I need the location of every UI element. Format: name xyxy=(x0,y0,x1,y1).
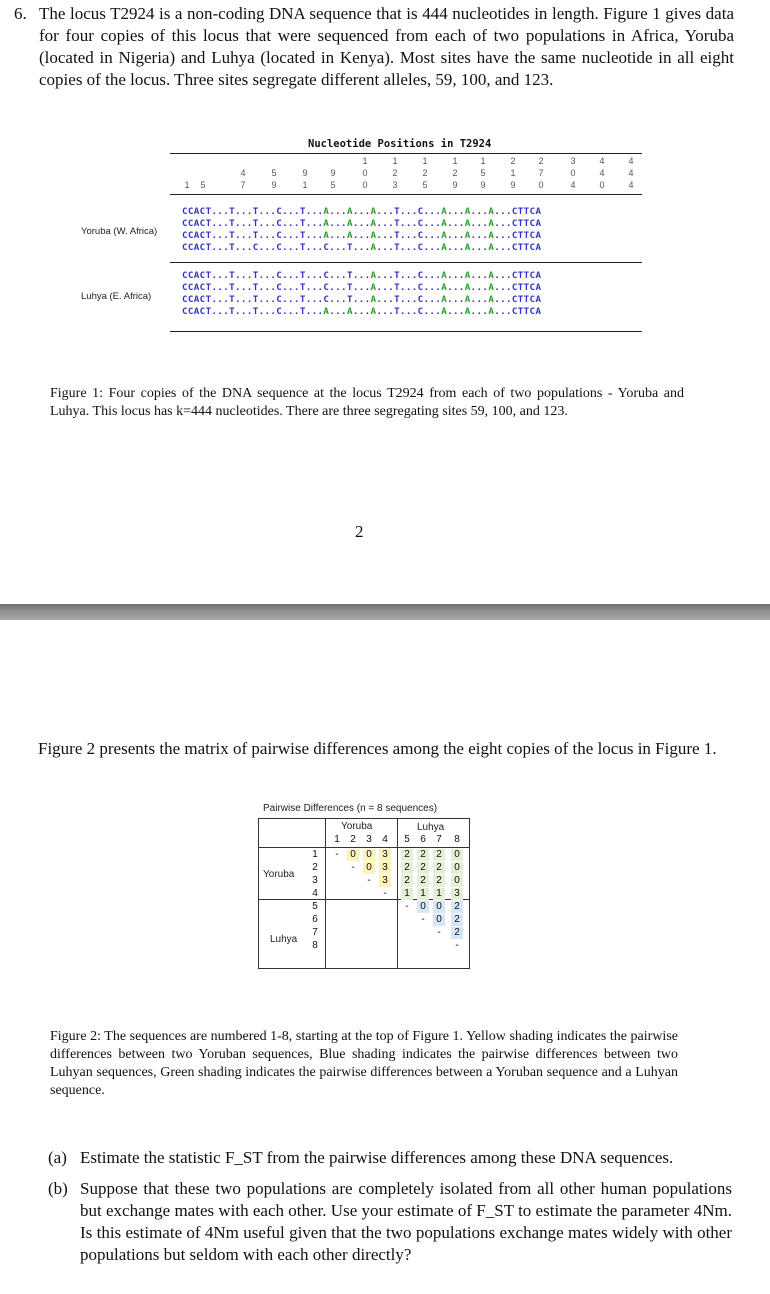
matrix-cell: 3 xyxy=(379,862,391,874)
matrix-cell: 0 xyxy=(451,875,463,887)
position-digit: 1 xyxy=(510,168,516,178)
matrix-cell: 1 xyxy=(401,888,413,900)
matrix-cell: 0 xyxy=(363,862,375,874)
question-list xyxy=(48,1147,732,1275)
column-index: 7 xyxy=(436,834,442,845)
row-index: 5 xyxy=(312,901,318,912)
matrix-cell: 3 xyxy=(379,875,391,887)
row-index: 1 xyxy=(312,849,318,860)
matrix-cell: 0 xyxy=(433,901,445,913)
page-1 xyxy=(0,0,770,604)
sequence-line: CCACT...T...C...C...T...C...T...A...T...C...A...A...A...CTTCA xyxy=(182,242,542,253)
position-digit: 7 xyxy=(240,180,246,190)
position-digit: 4 xyxy=(240,168,246,178)
position-digit: 9 xyxy=(480,180,486,190)
matrix-cell: 0 xyxy=(451,849,463,861)
question-a xyxy=(48,1147,732,1169)
column-index: 2 xyxy=(350,834,356,845)
matrix-cell: 0 xyxy=(451,862,463,874)
row-index: 7 xyxy=(312,927,318,938)
row-group-luhya: Luhya xyxy=(270,934,298,945)
column-index: 3 xyxy=(366,834,372,845)
matrix-cell: 2 xyxy=(417,862,429,874)
position-digit: 9 xyxy=(510,180,516,190)
column-index: 5 xyxy=(404,834,410,845)
figure-1-top-rule xyxy=(170,153,642,154)
matrix-top-border xyxy=(258,818,470,819)
page-gap xyxy=(0,604,770,620)
page-2 xyxy=(0,620,770,1294)
row-index: 6 xyxy=(312,914,318,925)
position-digit: 9 xyxy=(302,168,308,178)
row-index: 3 xyxy=(312,875,318,886)
position-digits-row-1 xyxy=(176,156,646,168)
position-digit: 7 xyxy=(538,168,544,178)
position-digit: 5 xyxy=(271,168,277,178)
position-digit: 4 xyxy=(570,180,576,190)
matrix-cell: 2 xyxy=(417,875,429,887)
sequence-line: CCACT...T...T...C...T...A...A...A...T...C...A...A...A...CTTCA xyxy=(182,306,542,317)
position-digit: 1 xyxy=(422,156,428,166)
matrix-cell: - xyxy=(351,862,355,873)
page-number: 2 xyxy=(355,522,364,541)
position-digit: 1 xyxy=(392,156,398,166)
position-digit: 4 xyxy=(628,156,634,166)
column-index: 4 xyxy=(382,834,388,845)
position-digit: 5 xyxy=(422,180,428,190)
position-digit: 0 xyxy=(538,180,544,190)
position-digit: 9 xyxy=(330,168,336,178)
position-digit: 9 xyxy=(271,180,277,190)
position-digit: 1 xyxy=(302,180,308,190)
matrix-cell: 0 xyxy=(433,914,445,926)
figure-1-bottom-rule xyxy=(170,331,642,332)
figure-2-caption: Figure 2: The sequences are numbered 1-8, starting at the top of Figure 1. Yellow shading indicates the pairwise differences between two Yoruban sequences, Blue shading indicates the pairwise differences between two Luhyan sequences, Green shading indicates the pairwise differences between a Yoruban sequence and a Luhyan sequence. xyxy=(50,1029,678,1098)
figure-1-caption: Figure 1: Four copies of the DNA sequence at the locus T2924 from each of two populations - Yoruba and Luhya. This locus has k=444 nucleotides. There are three segregating sites 59, 100, and 123. xyxy=(50,386,684,419)
matrix-cell: - xyxy=(335,849,339,860)
matrix-cell: 2 xyxy=(417,849,429,861)
position-digit: 2 xyxy=(422,168,428,178)
column-index: 6 xyxy=(420,834,426,845)
position-digit: 2 xyxy=(392,168,398,178)
figure-2-title: Pairwise Differences (n = 8 sequences) xyxy=(263,803,438,814)
position-digit: 3 xyxy=(570,156,576,166)
position-digit: 4 xyxy=(628,180,634,190)
column-index: 1 xyxy=(334,834,340,845)
matrix-cell: - xyxy=(437,927,441,938)
position-digit: 3 xyxy=(392,180,398,190)
position-digit: 4 xyxy=(628,168,634,178)
sequence-line: CCACT...T...T...C...T...A...A...A...T...C...A...A...A...CTTCA xyxy=(182,230,542,241)
position-digit: 5 xyxy=(200,180,206,190)
matrix-cell: 1 xyxy=(433,888,445,900)
problem-text: The locus T2924 is a non-coding DNA sequence that is 444 nucleotides in length. Figure 1 gives data for four copies of this locus that were sequenced from each of two populations in Africa, Yoruba (located in Nigeria) and Luhya (located in Kenya). Most sites have the same nucleotide in all eight copies of the locus. Three sites segregate different alleles, 59, 100, and 123. xyxy=(39,4,734,89)
figure-1-mid-rule xyxy=(170,262,642,263)
matrix-cell: 2 xyxy=(401,875,413,887)
row-index: 2 xyxy=(312,862,318,873)
matrix-cell: 0 xyxy=(363,849,375,861)
column-index: 8 xyxy=(454,834,460,845)
matrix-cell: 2 xyxy=(401,849,413,861)
question-b-label: (b) xyxy=(48,1179,68,1198)
matrix-right-border xyxy=(469,818,470,969)
yoruba-label: Yoruba (W. Africa) xyxy=(81,226,158,237)
luhya-label: Luhya (E. Africa) xyxy=(81,291,152,302)
matrix-cell: 2 xyxy=(401,862,413,874)
position-digit: 0 xyxy=(570,168,576,178)
matrix-cell: 2 xyxy=(451,927,463,939)
matrix-cell: 2 xyxy=(433,875,445,887)
row-index: 4 xyxy=(312,888,318,899)
matrix-header-line xyxy=(258,847,470,848)
question-a-label: (a) xyxy=(48,1148,67,1167)
sequence-line: CCACT...T...T...C...T...C...T...A...T...C...A...A...A...CTTCA xyxy=(182,270,542,281)
matrix-cell: 2 xyxy=(451,914,463,926)
matrix-cell: 0 xyxy=(417,901,429,913)
position-digit: 1 xyxy=(480,156,486,166)
position-digit: 1 xyxy=(362,156,368,166)
position-digit: 2 xyxy=(538,156,544,166)
figure-1-title: Nucleotide Positions in T2924 xyxy=(308,138,492,150)
matrix-cell: 3 xyxy=(379,849,391,861)
position-digit: 5 xyxy=(330,180,336,190)
matrix-cell: 1 xyxy=(417,888,429,900)
row-index: 8 xyxy=(312,940,318,951)
matrix-cell: 0 xyxy=(347,849,359,861)
matrix-left-border xyxy=(258,818,259,969)
position-digits-row-2 xyxy=(176,168,646,180)
matrix-cell: - xyxy=(455,940,459,951)
matrix-cell: 3 xyxy=(451,888,463,900)
matrix-cell: 2 xyxy=(433,862,445,874)
matrix-cell: - xyxy=(367,875,371,886)
sequence-line: CCACT...T...T...C...T...A...A...A...T...C...A...A...A...CTTCA xyxy=(182,206,542,217)
position-digit: 1 xyxy=(452,156,458,166)
position-digit: 9 xyxy=(452,180,458,190)
question-a-text: Estimate the statistic F_ST from the pairwise differences among these DNA sequences. xyxy=(80,1148,674,1167)
matrix-cell: - xyxy=(405,901,409,912)
position-digit: 2 xyxy=(510,156,516,166)
question-b-text: Suppose that these two populations are completely isolated from all other human populations but exchange mates with each other. Use your estimate of F_ST to estimate the parameter 4Nm. Is this estimate of 4Nm useful given that the two populations exchange mates widely with other populations but seldom with each other directly? xyxy=(80,1179,732,1264)
matrix-bottom-border xyxy=(258,968,470,969)
question-b xyxy=(48,1178,732,1266)
matrix-cell: - xyxy=(421,914,425,925)
position-digit: 0 xyxy=(362,180,368,190)
problem-statement xyxy=(14,3,734,91)
position-digit: 0 xyxy=(362,168,368,178)
position-digit: 4 xyxy=(599,168,605,178)
sequence-line: CCACT...T...T...C...T...C...T...A...T...C...A...A...A...CTTCA xyxy=(182,282,542,293)
sequence-line: CCACT...T...T...C...T...A...A...A...T...C...A...A...A...CTTCA xyxy=(182,218,542,229)
position-digit: 4 xyxy=(599,156,605,166)
col-group-yoruba: Yoruba xyxy=(341,821,373,832)
problem-number: 6. xyxy=(14,4,27,23)
position-digit: 0 xyxy=(599,180,605,190)
position-digits-row-3 xyxy=(176,180,646,192)
row-group-yoruba: Yoruba xyxy=(263,869,295,880)
sequence-line: CCACT...T...T...C...T...C...T...A...T...C...A...A...A...CTTCA xyxy=(182,294,542,305)
matrix-cell: 2 xyxy=(451,901,463,913)
col-group-luhya: Luhya xyxy=(417,822,445,833)
position-digit: 1 xyxy=(184,180,190,190)
position-digit: 2 xyxy=(452,168,458,178)
matrix-group-vline xyxy=(397,818,398,969)
matrix-cell: 2 xyxy=(433,849,445,861)
figure-2-intro: Figure 2 presents the matrix of pairwise differences among the eight copies of the locus in Figure 1. xyxy=(38,739,717,758)
figure-1-header-rule xyxy=(170,194,642,195)
matrix-rowlabel-vline xyxy=(325,818,326,969)
matrix-cell: - xyxy=(383,888,387,899)
position-digit: 5 xyxy=(480,168,486,178)
